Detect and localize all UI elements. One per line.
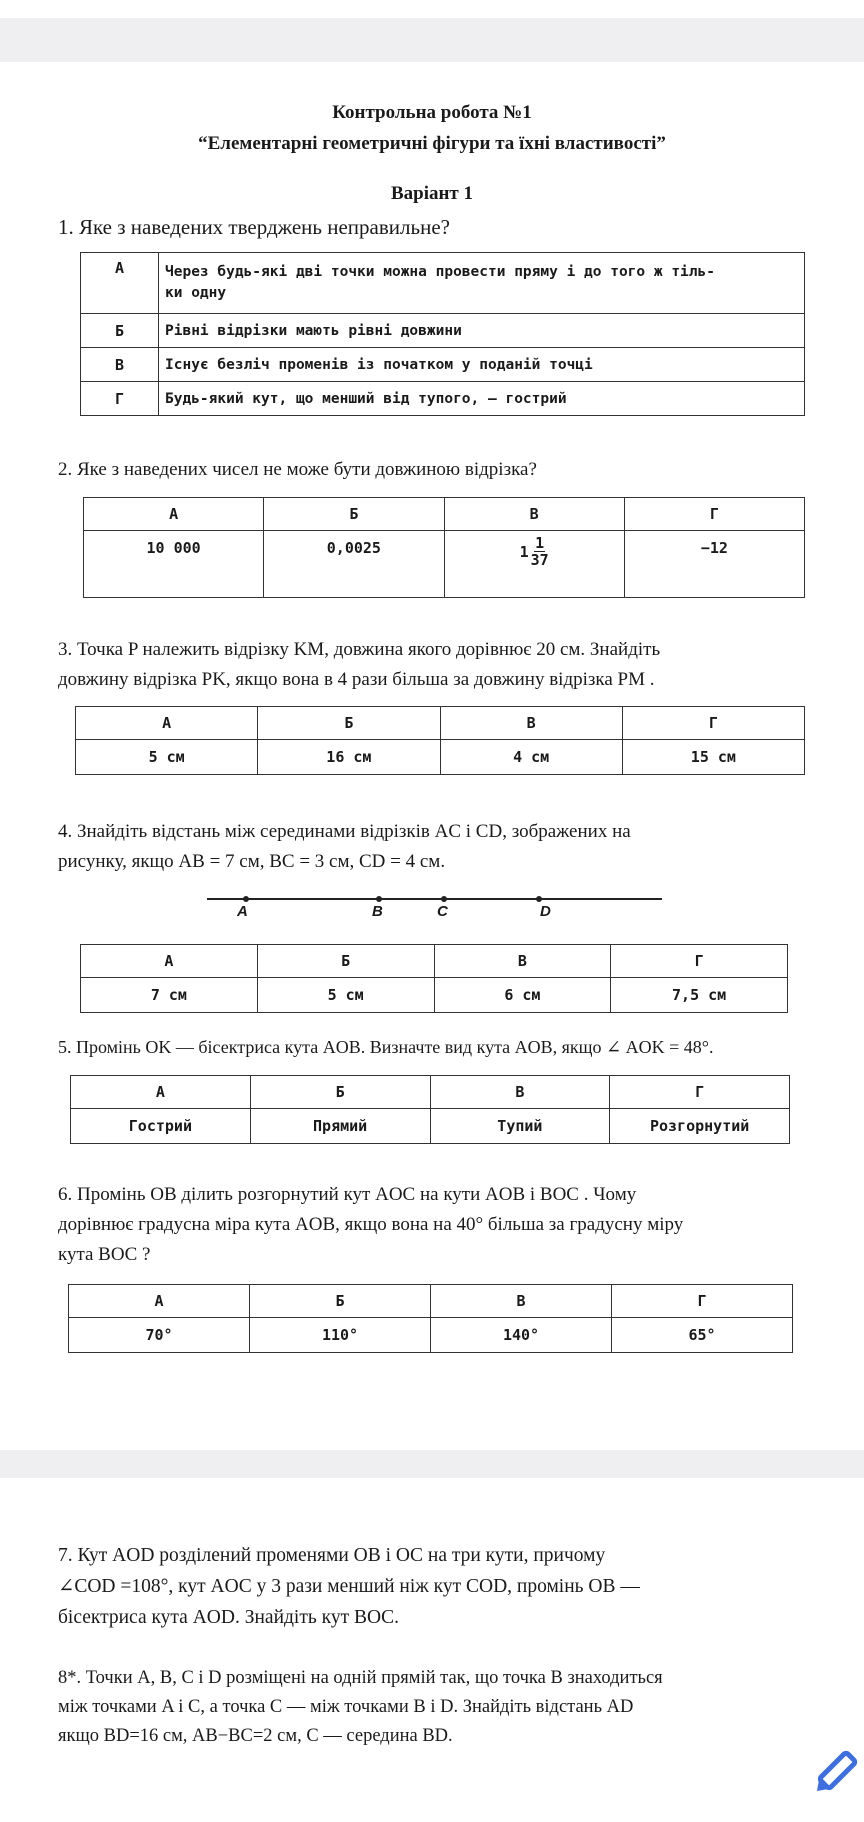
q6-header-g: Г [612, 1285, 793, 1318]
question-6-line: 6. Промінь OB ділить розгорнутий кут AOC на кути AOB і BOC . Чому [58, 1184, 637, 1205]
q3-value-row [76, 740, 805, 775]
fraction-whole: 1 [519, 542, 529, 561]
q4-value-v: 6 см [434, 978, 611, 1013]
q1-option-text: Існує безліч променів із початком у поданій точці [159, 348, 805, 382]
q5-value-v: Тупий [430, 1109, 610, 1144]
mixed-fraction [520, 535, 549, 568]
q6-value-row [69, 1318, 793, 1353]
q5-header-v: В [430, 1076, 610, 1109]
q5-options-table [70, 1075, 790, 1144]
q1-option-letter: Г [81, 382, 159, 416]
q1-option-text: Будь-який кут, що менший від тупого, — гострий [159, 382, 805, 416]
question-6-line: дорівнює градусна міра кута AOB, якщо вона на 40° більша за градусну міру [58, 1214, 684, 1235]
q1-option-row [81, 314, 805, 348]
q2-value-g: −12 [624, 531, 804, 598]
q1-option-row [81, 253, 805, 314]
fraction-denominator: 37 [530, 551, 549, 569]
q2-value-b: 0,0025 [264, 531, 444, 598]
question-2: 2. Яке з наведених чисел не може бути довжиною відрізка? [58, 459, 537, 480]
edit-button[interactable] [810, 1748, 858, 1800]
q6-header-v: В [431, 1285, 612, 1318]
point-a-label: A [237, 903, 248, 920]
q4-value-row [81, 978, 788, 1013]
q2-value-row [84, 531, 805, 598]
q1-option-letter: В [81, 348, 159, 382]
q1-option-letter: Б [81, 314, 159, 348]
point-c-label: C [437, 903, 448, 920]
question-5: 5. Промінь OK — бісектриса кута AOB. Визначте вид кута AOB, якщо ∠ AOK = 48°. [58, 1037, 714, 1057]
q4-header-a: А [81, 945, 258, 978]
q1-option-row [81, 348, 805, 382]
fraction-numerator: 1 [535, 534, 545, 552]
point-b-label: B [372, 903, 383, 920]
q6-value-g: 65° [612, 1318, 793, 1353]
q6-header-a: А [69, 1285, 250, 1318]
q3-value-v: 4 см [440, 740, 622, 775]
q1-option-row [81, 382, 805, 416]
q2-value-a: 10 000 [84, 531, 264, 598]
q5-header-b: Б [250, 1076, 430, 1109]
q6-value-a: 70° [69, 1318, 250, 1353]
point-b [376, 896, 382, 902]
q6-options-table [68, 1284, 793, 1353]
q3-header-a: А [76, 707, 258, 740]
question-8 [58, 1664, 848, 1751]
q3-value-g: 15 см [622, 740, 804, 775]
q4-header-b: Б [257, 945, 434, 978]
q2-header-a: А [84, 498, 264, 531]
question-3-line: 3. Точка P належить відрізку KM, довжина якого дорівнює 20 см. Знайдіть [58, 639, 661, 660]
q5-header-a: А [71, 1076, 251, 1109]
q4-header-g: Г [611, 945, 788, 978]
q5-header-g: Г [610, 1076, 790, 1109]
q2-header-b: Б [264, 498, 444, 531]
q4-value-g: 7,5 см [611, 978, 788, 1013]
question-8-line: якщо BD=16 см, AB−BC=2 см, C — середина BD. [58, 1726, 453, 1746]
question-6 [58, 1180, 828, 1270]
q1-option-text: Рівні відрізки мають рівні довжини [159, 314, 805, 348]
question-7 [58, 1540, 838, 1633]
point-d-label: D [540, 903, 551, 920]
question-3-line: довжину відрізка PK, якщо вона в 4 рази більша за довжину відрізка PM . [58, 669, 655, 690]
q3-options-table [75, 706, 805, 775]
q6-value-b: 110° [250, 1318, 431, 1353]
q6-value-v: 140° [431, 1318, 612, 1353]
doc-subtitle: “Елементарні геометричні фігури та їхні властивості” [198, 133, 666, 154]
doc-variant: Варіант 1 [390, 183, 474, 204]
q3-header-v: В [440, 707, 622, 740]
q5-value-b: Прямий [250, 1109, 430, 1144]
q2-header-v: В [444, 498, 624, 531]
question-1: 1. Яке з наведених тверджень неправильне? [58, 215, 450, 239]
q1-option-text-line: ки одну [165, 285, 227, 301]
question-8-line: між точками A і C, а точка C — між точками B і D. Знайдіть відстань AD [58, 1697, 634, 1717]
q6-header-b: Б [250, 1285, 431, 1318]
page-top [0, 0, 864, 18]
q4-value-a: 7 см [81, 978, 258, 1013]
q1-option-text [159, 253, 805, 314]
segment-line [207, 898, 662, 900]
q3-header-g: Г [622, 707, 804, 740]
question-4-line: рисунку, якщо AB = 7 см, BC = 3 см, CD = 4 см. [58, 851, 446, 872]
q1-options-table [80, 252, 805, 416]
q5-value-row [71, 1109, 790, 1144]
pencil-icon [810, 1748, 858, 1800]
q4-header-row [81, 945, 788, 978]
q3-value-a: 5 см [76, 740, 258, 775]
q4-header-v: В [434, 945, 611, 978]
q4-value-b: 5 см [257, 978, 434, 1013]
q5-header-row [71, 1076, 790, 1109]
q5-value-g: Розгорнутий [610, 1109, 790, 1144]
q4-options-table [80, 944, 788, 1013]
q6-header-row [69, 1285, 793, 1318]
q5-value-a: Гострий [71, 1109, 251, 1144]
point-d [536, 896, 542, 902]
point-a [243, 896, 249, 902]
q2-options-table [83, 497, 805, 598]
question-7-line: 7. Кут AOD розділений променями OB і OC на три кути, причому [58, 1545, 606, 1566]
q1-option-text-line: Через будь-які дві точки можна провести пряму і до того ж тіль- [165, 264, 715, 280]
q3-header-b: Б [258, 707, 440, 740]
page-separator-band [0, 1450, 864, 1478]
q2-value-v [444, 531, 624, 598]
question-7-line: бісектриса кута AOD. Знайдіть кут BOC. [58, 1607, 399, 1628]
q2-header-row [84, 498, 805, 531]
doc-title: Контрольна робота №1 [332, 102, 532, 123]
question-3 [58, 635, 828, 695]
q3-value-b: 16 см [258, 740, 440, 775]
question-4 [58, 817, 828, 877]
question-7-line: ∠COD =108°, кут AOC у 3 рази менший ніж кут COD, промінь OB — [58, 1576, 640, 1597]
question-6-line: кута BOC ? [58, 1244, 151, 1265]
question-4-line: 4. Знайдіть відстань між серединами відрізків AC і CD, зображених на [58, 821, 631, 842]
q3-header-row [76, 707, 805, 740]
q2-header-g: Г [624, 498, 804, 531]
question-8-line: 8*. Точки A, B, C і D розміщені на одній прямій так, що точка B знаходиться [58, 1668, 663, 1688]
point-c [441, 896, 447, 902]
q1-option-letter: А [81, 253, 159, 314]
